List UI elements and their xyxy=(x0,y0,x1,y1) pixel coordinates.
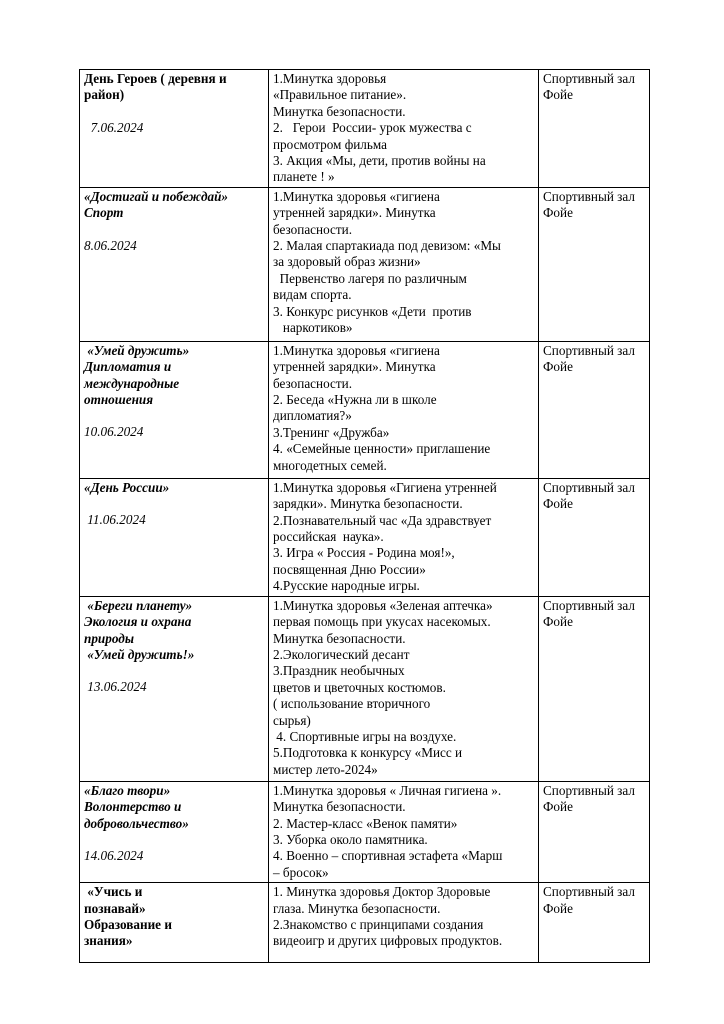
location-cell xyxy=(539,187,650,341)
activity-item: 1.Минутка здоровья «Зеленая аптечка» первая помощь при укусах насекомых. Минутка безопасности. xyxy=(273,597,493,646)
location-cell xyxy=(539,70,650,188)
location-cell xyxy=(539,596,650,781)
theme-title: «Умей дружить» Дипломатия и международные отношения xyxy=(84,342,190,408)
location-text: Спортивный зал Фойе xyxy=(543,342,635,375)
activity-item: 2. Малая спартакиада под девизом: «Мы за здоровый образ жизни» xyxy=(273,238,501,270)
activity-item: 3.Тренинг «Дружба» xyxy=(273,424,390,440)
activity-item: 1.Минутка здоровья «гигиена утренней зарядки». Минутка безопасности. xyxy=(273,188,440,237)
schedule-row xyxy=(80,781,650,882)
activity-item: 3. Игра « Россия - Родина моя!», посвященная Дню России» xyxy=(273,545,455,577)
activities-cell xyxy=(269,341,539,478)
theme-cell xyxy=(80,341,269,478)
schedule-row xyxy=(80,596,650,781)
activity-item: 4. «Семейные ценности» приглашение многодетных семей. xyxy=(273,441,491,473)
location-cell xyxy=(539,478,650,596)
activity-item: Первенство лагеря по различным видам спорта. xyxy=(273,270,467,303)
location-text: Спортивный зал Фойе xyxy=(543,479,635,512)
theme-title: День Героев ( деревня и район) xyxy=(84,71,227,103)
activities-cell xyxy=(269,596,539,781)
theme-cell xyxy=(80,781,269,882)
theme-title: «День России» xyxy=(84,479,170,495)
activity-item: 1.Минутка здоровья «Правильное питание». Минутка безопасности. xyxy=(273,71,407,119)
location-text: Спортивный зал Фойе xyxy=(543,597,635,630)
activity-item: 1.Минутка здоровья « Личная гигиена ». Минутка безопасности. xyxy=(273,782,502,815)
activity-item: 5.Подготовка к конкурсу «Мисс и мистер лето-2024» xyxy=(273,745,463,777)
activity-item: 3.Праздник необычных цветов и цветочных костюмов. ( использование вторичного сырья) xyxy=(273,663,446,728)
location-text: Спортивный зал Фойе xyxy=(543,71,635,103)
location-text: Спортивный зал Фойе xyxy=(543,884,635,916)
activity-item: 4. Военно – спортивная эстафета «Марш – бросок» xyxy=(273,848,503,880)
location-text: Спортивный зал Фойе xyxy=(543,188,635,221)
activity-item: 1.Минутка здоровья «гигиена утренней зарядки». Минутка безопасности. xyxy=(273,342,440,391)
day-date: 10.06.2024 xyxy=(84,424,144,440)
day-date: 7.06.2024 xyxy=(84,119,144,135)
activity-item: 1. Минутка здоровья Доктор Здоровые глаза. Минутка безопасности. xyxy=(273,884,491,916)
activity-item: 2. Беседа «Нужна ли в школе дипломатия?» xyxy=(273,392,437,424)
activity-item: 4. Спортивные игры на воздухе. xyxy=(273,728,457,744)
activities-cell xyxy=(269,70,539,188)
schedule-table xyxy=(79,69,650,963)
activity-item: 2.Экологический десант xyxy=(273,646,410,662)
schedule-row xyxy=(80,478,650,596)
theme-cell xyxy=(80,596,269,781)
location-text: Спортивный зал Фойе xyxy=(543,782,635,815)
activities-cell xyxy=(269,883,539,963)
theme-title: «Учись и познавай» Образование и знания» xyxy=(84,884,172,949)
schedule-row xyxy=(80,187,650,341)
location-cell xyxy=(539,341,650,478)
activity-item: 2. Герои России- урок мужества с просмотром фильма xyxy=(273,120,472,152)
location-cell xyxy=(539,883,650,963)
day-date: 11.06.2024 xyxy=(84,512,146,528)
activity-item: 2. Мастер-класс «Венок памяти» xyxy=(273,815,458,831)
location-cell xyxy=(539,781,650,882)
activities-cell xyxy=(269,187,539,341)
theme-cell xyxy=(80,70,269,188)
day-date: 14.06.2024 xyxy=(84,847,144,863)
day-date: 13.06.2024 xyxy=(84,679,147,695)
activity-item: 3. Акция «Мы, дети, против войны на планете ! » xyxy=(273,153,486,185)
theme-cell xyxy=(80,883,269,963)
theme-title: «Береги планету» Экология и охрана природы «Умей дружить!» xyxy=(84,597,195,662)
schedule-row xyxy=(80,341,650,478)
activity-item: 3. Уборка около памятника. xyxy=(273,831,428,847)
theme-title: «Достигай и побеждай» Спорт xyxy=(84,188,229,221)
theme-cell xyxy=(80,478,269,596)
activities-cell xyxy=(269,781,539,882)
activity-item: 4.Русские народные игры. xyxy=(273,578,420,594)
activities-cell xyxy=(269,478,539,596)
activity-item: 3. Конкурс рисунков «Дети против наркотиков» xyxy=(273,303,472,336)
activity-item: 2.Знакомство с принципами создания видеоигр и других цифровых продуктов. xyxy=(273,916,503,949)
theme-cell xyxy=(80,187,269,341)
schedule-row xyxy=(80,70,650,188)
activity-item: 1.Минутка здоровья «Гигиена утренней зарядки». Минутка безопасности. xyxy=(273,479,497,512)
activity-item: 2.Познавательный час «Да здравствует российская наука». xyxy=(273,512,492,545)
theme-title: «Благо твори» Волонтерство и добровольчество» xyxy=(84,782,189,831)
day-date: 8.06.2024 xyxy=(84,237,137,253)
schedule-row xyxy=(80,883,650,963)
